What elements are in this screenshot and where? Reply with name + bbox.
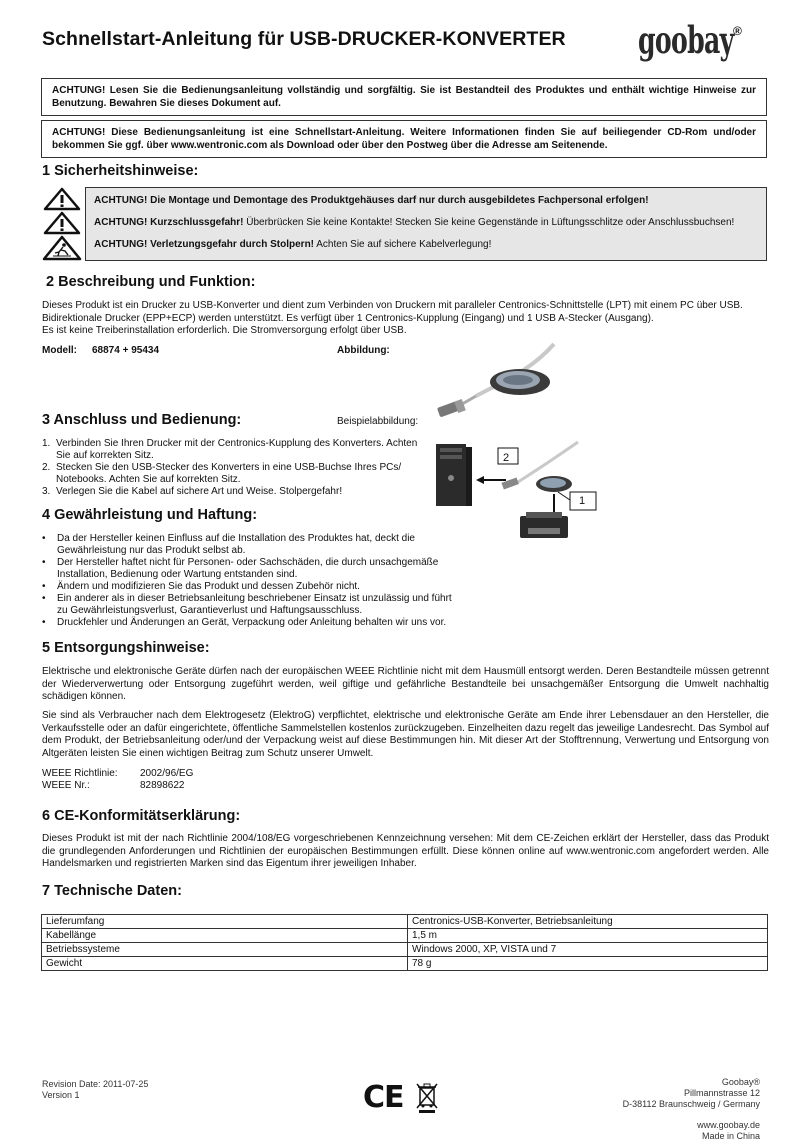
weee-bin-icon (415, 1081, 439, 1113)
weee-nr-value: 82898622 (140, 780, 185, 791)
figure-label: Abbildung: (337, 345, 390, 356)
trip-hazard-icon (44, 237, 80, 259)
warning-triangle-icon (45, 189, 79, 209)
goobay-logo: goobay (638, 18, 734, 62)
warning-box-read-manual: ACHTUNG! Lesen Sie die Bedienungsanleitung vollständig und sorgfältig. Sie ist Bestandteil des Produktes und enthält wichtige Hinweise zur Benutzung. Bewahren Sie dieses Dokument auf. (41, 78, 767, 116)
table-row: Lieferumfang Centronics-USB-Konverter, Betriebsanleitung (42, 915, 768, 929)
weee-label: WEEE Richtlinie: (42, 768, 118, 779)
registered-mark: ® (733, 24, 742, 38)
table-row: Gewicht 78 g (42, 957, 768, 971)
section-heading-warranty: 4 Gewährleistung und Haftung: (42, 507, 258, 523)
section-heading-description: 2 Beschreibung und Funktion: (46, 274, 256, 290)
list-item: • Druckfehler und Änderungen an Gerät, Verpackung oder Anleitung behalten wir uns vor. (42, 617, 447, 628)
warning-triangle-icon (45, 213, 79, 233)
arrow-left-icon (476, 476, 506, 484)
ce-paragraph: Dieses Produkt ist mit der nach Richtlinie 2004/108/EG vorgeschriebenen Kennzeichnung versehen: Mit dem CE-Zeichen erklärt der Hersteller, dass das Produkt die grundlegenden Anforderungen und Richtlinien der europäischen Bestimmungen erfüllt. Diese können online auf www.wentronic.com angefordert werden. Alle Handelsmarken und registrierten Marken sind das Eigentum ihrer jeweiligen Inhaber. (42, 833, 769, 869)
section-heading-tech: 7 Technische Daten: (42, 883, 182, 899)
section-heading-disposal: 5 Entsorgungshinweise: (42, 640, 210, 656)
list-item: • Da der Hersteller keinen Einfluss auf die Installation des Produktes hat, deckt die Gewährleistung nur das Produkt selbst ab. (42, 533, 415, 556)
safety-notes (41, 187, 767, 261)
list-item: 2. Stecken Sie den USB-Stecker des Konverters in eine USB-Buchse Ihres PCs/ Notebooks. Achten Sie auf korrekten Sitz. (42, 462, 402, 485)
pc-tower-icon (436, 444, 472, 506)
tech-data-table (41, 914, 768, 971)
callout-label-1: 1 (579, 495, 586, 507)
printer-icon (520, 512, 568, 538)
warning-box-quickstart: ACHTUNG! Diese Bedienungsanleitung ist eine Schnellstart-Anleitung. Weitere Informationen finden Sie auf beiliegender CD-Rom und/oder bekommen Sie ggf. über www.wentronic.com als Download oder über den Postweg über die Adresse am Seitenende. (41, 120, 767, 158)
safety-item: ACHTUNG! Kurzschlussgefahr! Überbrücken Sie keine Kontakte! Stecken Sie keine Gegenstände in Lüftungsschlitze oder Anschlussbuchsen! (94, 217, 735, 228)
footer-revision: Revision Date: 2011-07-25 Version 1 (42, 1079, 149, 1100)
list-item: • Der Hersteller haftet nicht für Personen- oder Sachschäden, die durch unsachgemäße Installation, Bedienung oder Wartung entstanden sind. (42, 557, 439, 580)
list-item: 3. Verlegen Sie die Kabel auf sichere Art und Weise. Stolpergefahr! (42, 486, 343, 497)
disposal-paragraph-2: Sie sind als Verbraucher nach dem Elektrogesetz (ElektroG) verpflichtet, elektrische und elektronische Geräte am Ende ihrer Lebensdauer an den Hersteller, die Verkaufsstelle oder an dafür eingerichtete, öffentliche Sammelstellen kostenlos zurückzugeben. Einzelheiten dazu regelt das jeweilige Landesrecht. Das Symbol auf dem Produkt, der Betriebsanleitung oder/und der Verpackung weist auf diese Bestimmungen hin. Mit dieser Art der Stofftrennung, Verwertung und Entsorgung von Altgeräten leisten Sie einen wichtigen Beitrag zum Schutz unserer Umwelt. (42, 710, 769, 759)
list-item: • Ein anderer als in dieser Betriebsanleitung beschriebener Einsatz ist unzulässig und führt zu Gewährleistungsverlust, Garantieverlust und Haftungsausschluss. (42, 593, 452, 616)
section-heading-connection: 3 Anschluss und Bedienung: (42, 412, 242, 428)
table-row: Betriebssysteme Windows 2000, XP, VISTA und 7 (42, 943, 768, 957)
warranty-list (42, 533, 452, 629)
weee-value: 2002/96/EG (140, 768, 194, 779)
list-item: • Ändern und modifizieren Sie das Produkt und dessen Zubehör nicht. (42, 581, 360, 592)
table-row: Kabellänge 1,5 m (42, 929, 768, 943)
safety-item: ACHTUNG! Die Montage und Demontage des Produktgehäuses darf nur durch ausgebildetes Fachpersonal erfolgen! (94, 195, 649, 206)
connection-steps (42, 438, 422, 498)
product-image (436, 340, 556, 422)
model-label: Modell: (42, 345, 77, 356)
example-figure-label: Beispielabbildung: (337, 416, 419, 427)
list-item: 1. Verbinden Sie Ihren Drucker mit der Centronics-Kupplung des Konverters. Achten Sie auf korrekten Sitz. (42, 438, 418, 461)
section-heading-safety: 1 Sicherheitshinweise: (42, 163, 199, 179)
footer-address: Goobay® Pillmannstrasse 12 D-38112 Braunschweig / Germany www.goobay.de Made in China (622, 1077, 760, 1142)
example-illustration (430, 438, 605, 543)
callout-box-1 (558, 492, 596, 510)
weee-nr-label: WEEE Nr.: (42, 780, 90, 791)
page-title: Schnellstart-Anleitung für USB-DRUCKER-KONVERTER (42, 28, 566, 50)
disposal-paragraph-1: Elektrische und elektronische Geräte dürfen nach der europäischen WEEE Richtlinie nicht mit dem Hausmüll entsorgt werden. Deren Bestandteile müssen getrennt der Wiederverwertung oder Entsorgung zugeführt werden, weil giftige und gefährliche Bestandteile bei unsachgemäßer Entsorgung die Umwelt nachhaltig schädigen können. (42, 666, 769, 702)
safety-item: ACHTUNG! Verletzungsgefahr durch Stolpern! Achten Sie auf sichere Kabelverlegung! (94, 239, 492, 250)
ce-mark: CE (363, 1080, 404, 1115)
description-text: Dieses Produkt ist ein Drucker zu USB-Konverter und dient zum Verbinden von Druckern mit paralleler Centronics-Schnittstelle (LPT) mit einem PC über USB. Bidirektionale Drucker (EPP+ECP) werden unterstützt. Es verfügt über 1 Centronics-Kupplung (Eingang) und 1 USB A-Stecker (Ausgang). Es ist keine Treiberinstallation erforderlich. Die Stromversorgung erfolgt über USB. (42, 300, 743, 336)
model-value: 68874 + 95434 (92, 345, 160, 356)
safety-text-box (85, 187, 767, 261)
section-heading-ce: 6 CE-Konformitätserklärung: (42, 808, 241, 824)
safety-icons (41, 187, 83, 261)
callout-label-2: 2 (503, 452, 510, 464)
